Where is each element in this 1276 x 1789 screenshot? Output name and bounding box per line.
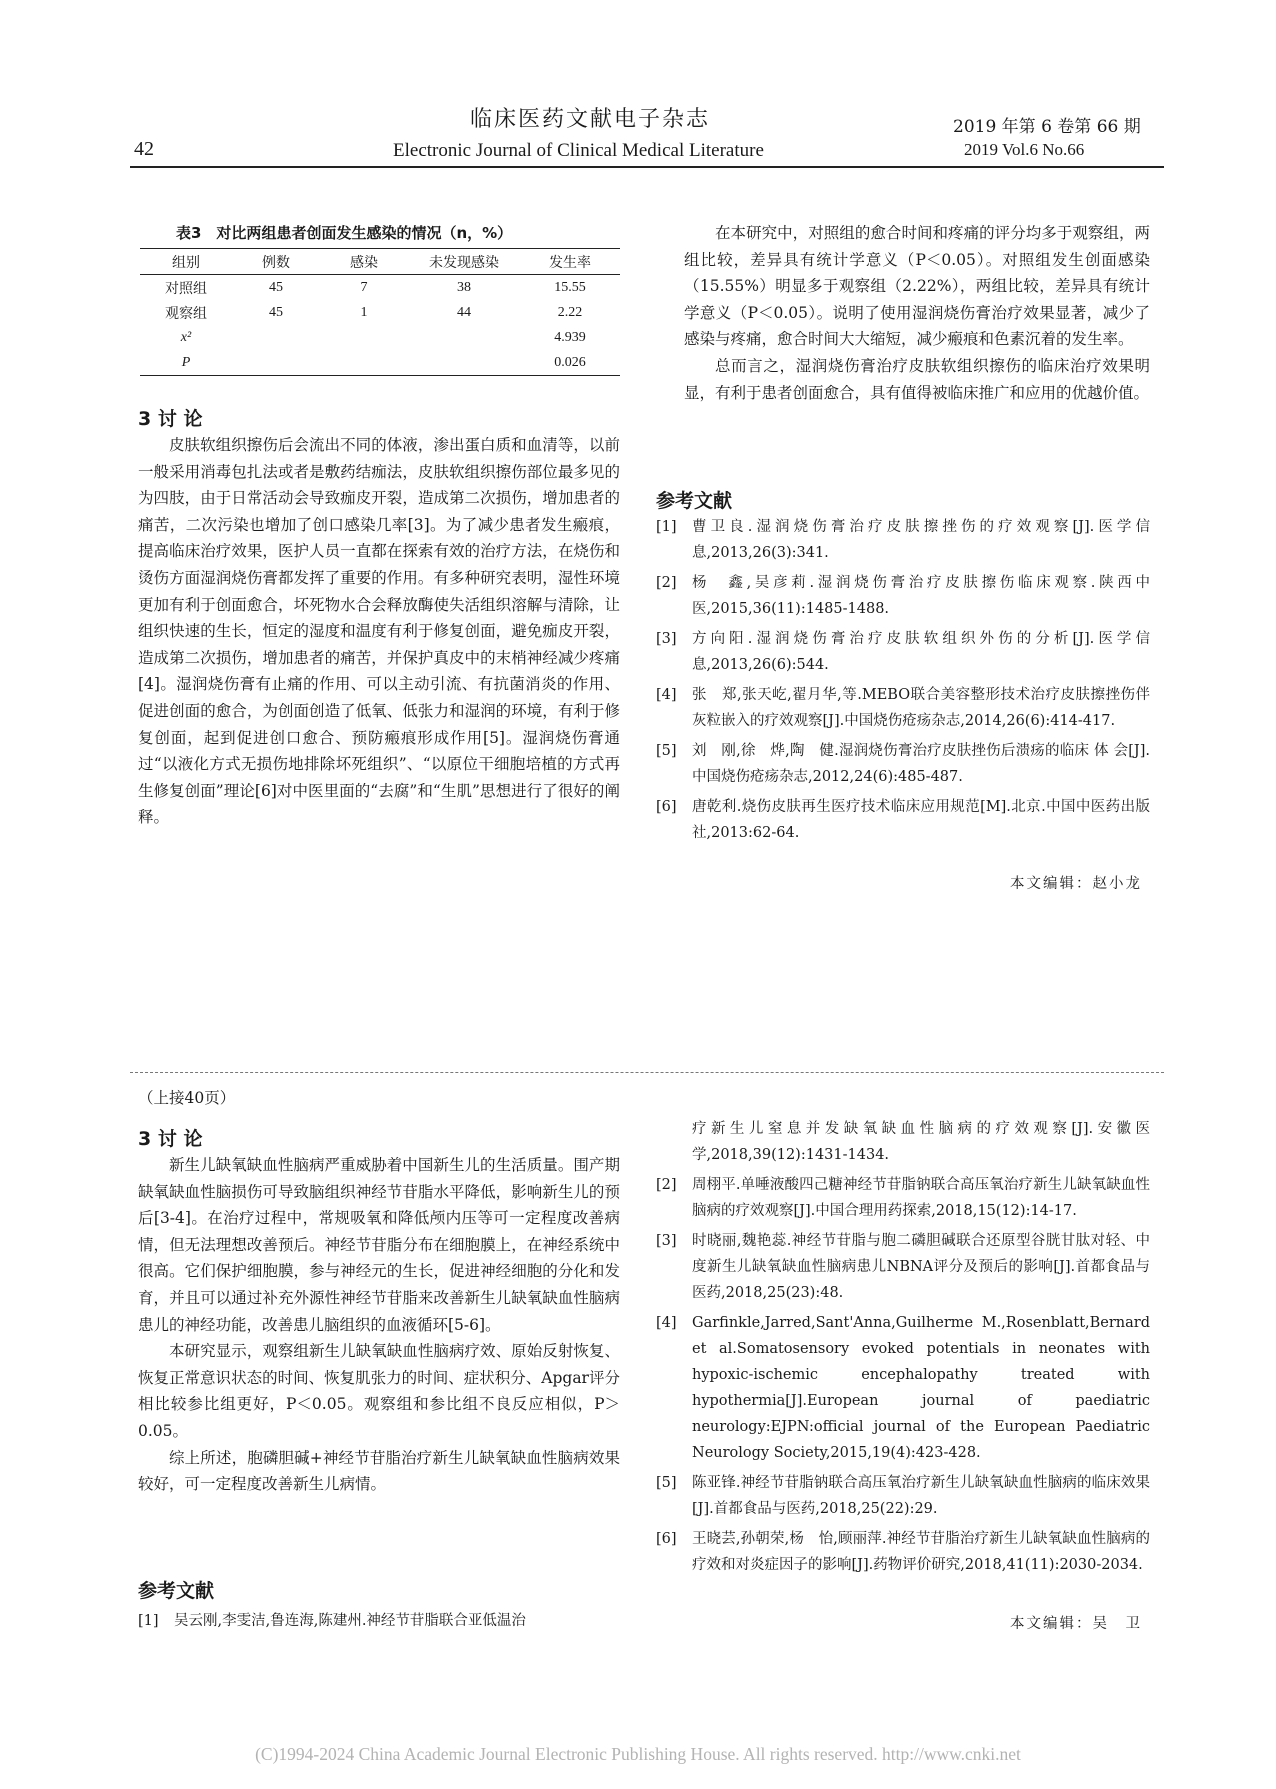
table-cell: 2.22 — [557, 304, 583, 320]
table-header-cell: 组别 — [172, 255, 200, 271]
table-row — [140, 350, 620, 376]
reference-item — [656, 1228, 1150, 1306]
references-list-continued — [656, 1116, 1150, 1582]
reference-text: Garfinkle,Jarred,Sant'Anna,Guilherme M.,Rosenblatt,Bernard et al.Somatosensory evoked potentials in neonates with hypoxic-ischemic encephalopathy treated with hypothermia[J].European journal of paediatric neurology:EJPN:official journal of the European Paediatric Neurology Society,2015,19(4):423-428. — [692, 1315, 1150, 1461]
reference-text: 时晓丽,魏艳蕊.神经节苷脂与胞二磷胆碱联合还原型谷胱甘肽对轻、中度新生儿缺氧缺血性脑病患儿NBNA评分及预后的影响[J].首都食品与医药,2018,25(23):48. — [692, 1233, 1150, 1301]
section-heading-discussion: 3 讨 论 — [138, 408, 203, 430]
paragraph: 在本研究中，对照组的愈合时间和疼痛的评分均多于观察组，两组比较，差异具有统计学意义（P＜0.05）。对照组发生创面感染（15.55%）明显多于观察组（2.22%），两组比较，差异具有统计学意义（P＜0.05）。说明了使用湿润烧伤膏治疗效果显著，减少了感染与疼痛，愈合时间大大缩短，减少瘢痕和色素沉着的发生率。 — [684, 224, 1150, 349]
reference-item — [656, 1310, 1150, 1466]
reference-text: 周栩平.单唾液酸四己糖神经节苷脂钠联合高压氧治疗新生儿缺氧缺血性脑病的疗效观察[J].中国合理用药探索,2018,15(12):14-17. — [692, 1177, 1150, 1219]
reference-text: 方向阳.湿润烧伤膏治疗皮肤软组织外伤的分析[J].医学信息,2013,26(6):544. — [692, 631, 1150, 673]
table-row — [140, 300, 620, 325]
reference-item — [656, 1116, 1150, 1168]
discussion-text — [138, 432, 620, 831]
table-cell: 38 — [457, 279, 471, 295]
table-cell — [232, 350, 320, 376]
references-heading: 参考文献 — [138, 1580, 215, 1602]
reference-number: [2] — [656, 1177, 677, 1193]
table-header-cell: 感染 — [350, 255, 378, 271]
reference-text: 吴云刚,李雯洁,鲁连海,陈建州.神经节苷脂联合亚低温治 — [174, 1613, 526, 1629]
table-cell — [320, 325, 408, 350]
reference-text: 陈亚锋.神经节苷脂钠联合高压氧治疗新生儿缺氧缺血性脑病的临床效果[J].首都食品与医药,2018,25(22):29. — [692, 1475, 1150, 1517]
reference-number: [5] — [656, 1475, 677, 1491]
reference-number: [6] — [656, 1531, 677, 1547]
reference-number: [4] — [656, 1315, 677, 1331]
table-cell: 15.55 — [554, 279, 586, 295]
reference-item — [656, 1470, 1150, 1522]
page-number: 42 — [134, 138, 154, 160]
section-heading-discussion: 3 讨 论 — [138, 1128, 203, 1150]
discussion-text — [138, 1152, 620, 1498]
reference-number: [3] — [656, 1233, 677, 1249]
reference-item — [656, 1526, 1150, 1578]
reference-number: [3] — [656, 631, 677, 647]
table-cell: P — [181, 354, 191, 370]
paragraph: 皮肤软组织擦伤后会流出不同的体液，渗出蛋白质和血清等，以前一般采用消毒包扎法或者是敷药结痂法，皮肤软组织擦伤部位最多见的为四肢，由于日常活动会导致痂皮开裂，造成第二次损伤，增加患者的痛苦，二次污染也增加了创口感染几率[3]。为了减少患者发生瘢痕，提高临床治疗效果，医护人员一直都在探索有效的治疗方法，在烧伤和烫伤方面湿润烧伤膏都发挥了重要的作用。有多种研究表明，湿性环境更加有利于创面愈合，坏死物水合会释放酶使失活组织溶解与清除，让组织快速的生长，恒定的湿度和温度有利于修复创面，避免痂皮开裂，造成第二次损伤，增加患者的痛苦，并保护真皮中的末梢神经减少疼痛[4]。湿润烧伤膏有止痛的作用、可以主动引流、有抗菌消炎的作用、促进创面的愈合，为创面创造了低氧、低张力和湿润的环境，有利于修复创面，起到促进创口愈合、预防瘢痕形成作用[5]。湿润烧伤膏通过“以液化方式无损伤地排除坏死组织”、“以原位干细胞培植的方式再生修复创面”理论[6]对中医里面的“去腐”和“生肌”思想进行了很好的阐释。 — [138, 436, 620, 827]
reference-number: [1] — [138, 1613, 159, 1629]
reference-item — [656, 738, 1150, 790]
reference-text: 疗新生儿窒息并发缺氧缺血性脑病的疗效观察[J].安徽医学,2018,39(12):1431-1434. — [692, 1121, 1150, 1163]
table-row — [140, 275, 620, 301]
table-cell: 观察组 — [165, 306, 207, 322]
table-cell: 对照组 — [165, 281, 207, 297]
table-cell — [408, 350, 520, 376]
editor-credit: 本文编辑：赵小龙 — [1010, 876, 1142, 892]
journal-title-cn: 临床医药文献电子杂志 — [470, 107, 711, 132]
table-header-row — [140, 249, 620, 275]
reference-number: [2] — [656, 575, 677, 591]
reference-item — [656, 570, 1150, 622]
continued-note: （上接40页） — [138, 1089, 236, 1107]
reference-item — [656, 626, 1150, 678]
table-cell — [320, 350, 408, 376]
table-cell: x² — [180, 329, 192, 345]
references-heading: 参考文献 — [656, 490, 733, 512]
issue-info-en: 2019 Vol.6 No.66 — [964, 140, 1085, 159]
paragraph: 本研究显示，观察组新生儿缺氧缺血性脑病疗效、原始反射恢复、恢复正常意识状态的时间、恢复肌张力的时间、症状积分、Apgar评分相比较参比组更好，P＜0.05。观察组和参比组不良反应相似，P＞0.05。 — [138, 1342, 620, 1440]
reference-text: 张 郑,张天屹,翟月华,等.MEBO联合美容整形技术治疗皮肤擦挫伤伴灰粒嵌入的疗效观察[J].中国烧伤疮疡杂志,2014,26(6):414-417. — [692, 687, 1150, 729]
editor-credit: 本文编辑：吴 卫 — [1010, 1616, 1142, 1632]
table-cell: 45 — [269, 304, 283, 320]
table-caption: 表3 对比两组患者创面发生感染的情况（n，%） — [176, 224, 513, 242]
table-cell: 45 — [269, 279, 283, 295]
journal-title-en: Electronic Journal of Clinical Medical Literature — [393, 140, 764, 161]
table-cell: 44 — [457, 304, 471, 320]
table-cell — [408, 325, 520, 350]
table-row — [140, 325, 620, 350]
reference-item — [656, 1172, 1150, 1224]
table-cell: 4.939 — [554, 329, 586, 345]
reference-item — [656, 794, 1150, 846]
references-list — [656, 514, 1150, 850]
reference-text: 刘 刚,徐 烨,陶 健.湿润烧伤膏治疗皮肤挫伤后溃疡的临床 体 会[J].中国烧伤疮疡杂志,2012,24(6):485-487. — [692, 743, 1150, 785]
conclusion-text — [684, 220, 1150, 406]
issue-info-cn: 2019 年第 6 卷第 66 期 — [953, 117, 1141, 137]
table-cell: 7 — [360, 279, 368, 295]
reference-text: 曹卫良.湿润烧伤膏治疗皮肤擦挫伤的疗效观察[J].医学信息,2013,26(3):341. — [692, 519, 1150, 561]
reference-number: [6] — [656, 799, 677, 815]
reference-number: [4] — [656, 687, 677, 703]
results-table — [140, 248, 620, 376]
table-cell — [232, 325, 320, 350]
copyright-footer: (C)1994-2024 China Academic Journal Electronic Publishing House. All rights reserved. http://www.cnki.net — [255, 1744, 1021, 1764]
references-list — [138, 1608, 620, 1638]
reference-text: 王晓芸,孙朝荣,杨 怡,顾丽萍.神经节苷脂治疗新生儿缺氧缺血性脑病的疗效和对炎症因子的影响[J].药物评价研究,2018,41(11):2030-2034. — [692, 1531, 1150, 1573]
reference-item — [656, 682, 1150, 734]
paragraph: 综上所述，胞磷胆碱+神经节苷脂治疗新生儿缺氧缺血性脑病效果较好，可一定程度改善新生儿病情。 — [138, 1448, 620, 1494]
table-cell: 0.026 — [554, 354, 586, 370]
table-cell: 1 — [360, 304, 368, 320]
reference-number: [1] — [656, 519, 677, 535]
header-rule — [130, 166, 1164, 168]
paragraph: 总而言之，湿润烧伤膏治疗皮肤软组织擦伤的临床治疗效果明显，有利于患者创面愈合，具有值得被临床推广和应用的优越价值。 — [684, 356, 1150, 402]
table-header-cell: 例数 — [262, 255, 290, 271]
reference-number: [5] — [656, 743, 677, 759]
table-header-cell: 未发现感染 — [429, 255, 499, 271]
reference-text: 唐乾利.烧伤皮肤再生医疗技术临床应用规范[M].北京.中国中医药出版社,2013:62-64. — [692, 799, 1150, 841]
reference-item — [656, 514, 1150, 566]
reference-item — [138, 1608, 620, 1634]
table-header-cell: 发生率 — [549, 255, 591, 271]
article-separator — [130, 1072, 1164, 1073]
reference-text: 杨 鑫,吴彦莉.湿润烧伤膏治疗皮肤擦伤临床观察.陕西中医,2015,36(11):1485-1488. — [692, 575, 1150, 617]
paragraph: 新生儿缺氧缺血性脑病严重威胁着中国新生儿的生活质量。围产期缺氧缺血性脑损伤可导致脑组织神经节苷脂水平降低，影响新生儿的预后[3-4]。在治疗过程中，常规吸氧和降低颅内压等可一定程度改善病情，但无法理想改善预后。神经节苷脂分布在细胞膜上，在神经系统中很高。它们保护细胞膜，参与神经元的生长，促进神经细胞的分化和发育，并且可以通过补充外源性神经节苷脂来改善新生儿缺氧缺血性脑病患儿的神经功能，改善患儿脑组织的血液循环[5-6]。 — [138, 1156, 620, 1334]
